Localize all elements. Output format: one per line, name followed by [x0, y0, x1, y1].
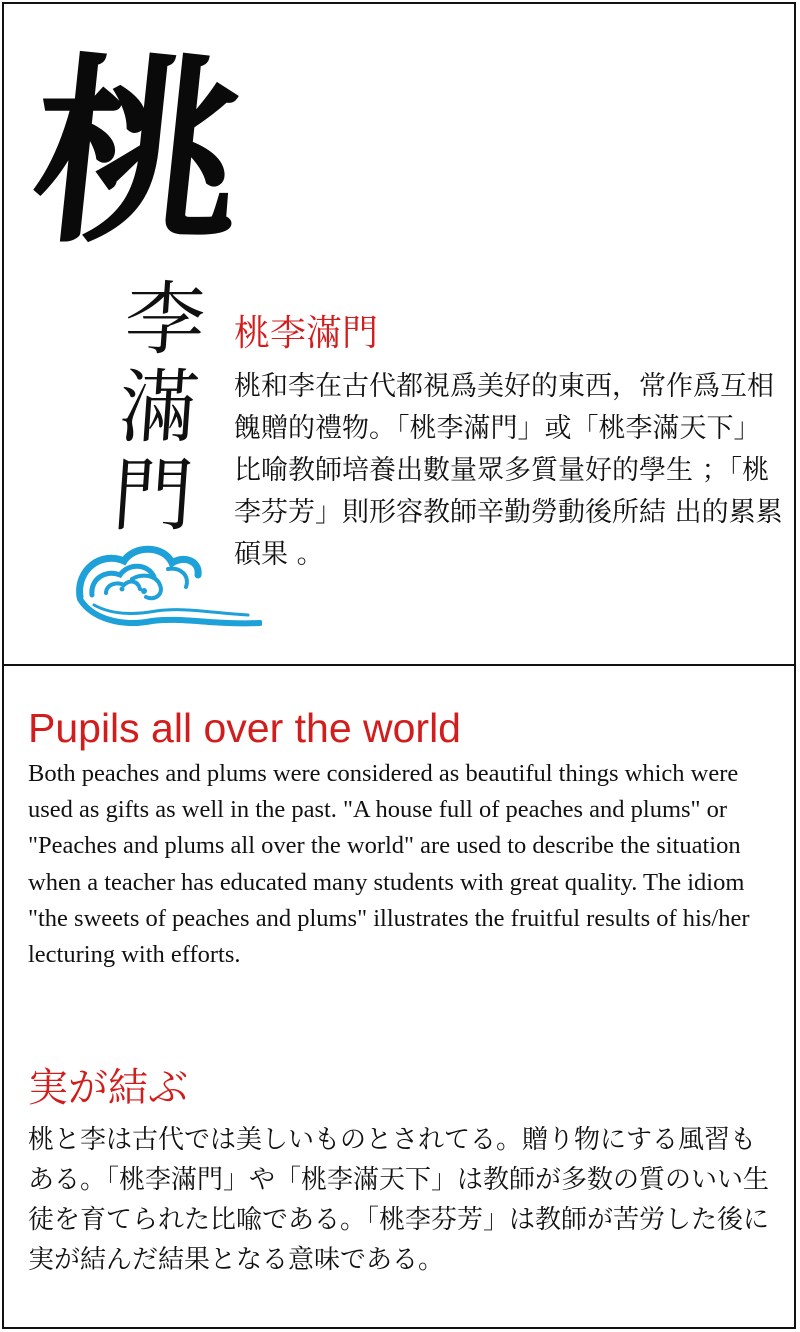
english-heading: Pupils all over the world — [28, 705, 461, 751]
japanese-paragraph: 桃と李は古代では美しいものとされてる。贈り物にする風習もある。「桃李滿門」や「桃李滿天下」は教師が多数の質のいい生徒を育てられた比喩である。「桃李芬芳」は教師が苦労した後に実が結んだ結果となる意味である。 — [28, 1125, 770, 1275]
chinese-paragraph: 桃和李在古代都視爲美好的東西，常作爲互相餽贈的禮物。「桃李滿門」或「桃李滿天下」 比喻教師培養出數量眾多質量好的學生 ；「桃李芬芳」則形容教師辛勤勞動後所結 出的累累碩果 。 — [234, 371, 783, 570]
chinese-panel — [2, 2, 796, 666]
calligraphy-char-man: 滿 — [115, 361, 203, 454]
calligraphy-peach-character: 桃 — [21, 35, 249, 270]
chinese-heading: 桃李滿門 — [234, 313, 379, 354]
calligraphy-char-li: 李 — [121, 273, 209, 366]
english-paragraph: Both peaches and plums were considered as beautiful things which were used as gifts as well in the past. "A house full of peaches and plums" or "Peaches and plums all over the world" are used to describe the situation when a teacher has educated many students with great quality. The idiom "the sweets of peaches and plums" illustrates the fruitful results of his/her lecturing with efforts. — [28, 760, 750, 969]
calligraphy-char-men: 門 — [109, 449, 197, 542]
calligraphy-vertical-text — [105, 273, 213, 542]
japanese-heading: 実が結ぶ — [28, 1065, 188, 1111]
